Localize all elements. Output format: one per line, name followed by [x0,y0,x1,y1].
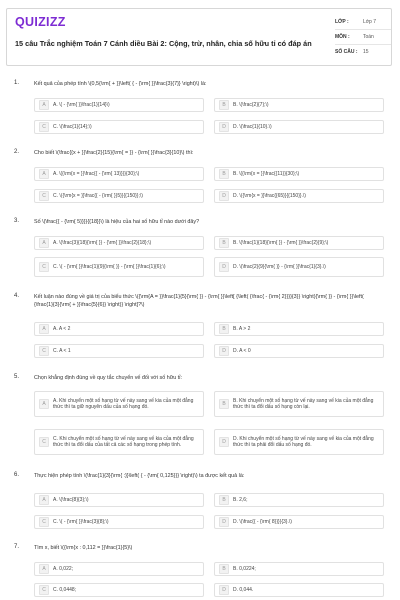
option-text: C. Khi chuyển một số hạng từ vế này sang vế kia của một đẳng thức thì ta đổi dấu của tất cả các số hạng trong phép tính. [53,435,194,448]
option-b[interactable] [214,236,384,250]
option-d[interactable] [214,120,384,134]
option-a[interactable] [34,98,204,112]
question-4 [0,293,400,361]
option-a[interactable] [34,391,204,417]
option-letter: C [39,346,49,356]
option-text: D. Khi chuyển một số hạng từ vế này sang vế kia của một đẳng thức thì ta phải đổi dấu số hạng đó. [233,435,374,448]
option-text: D. \({\rm{x = }}\frac{{65}}{{150}}.\) [233,192,306,199]
option-letter: A [39,238,49,248]
option-c[interactable] [34,429,204,455]
option-letter: D [219,437,229,447]
meta-row-question-count [335,45,391,59]
option-text: D. \(\frac{2}{9}{\rm{ }} - {\rm{ }}\frac{1}{3}.\) [233,263,326,270]
option-c[interactable] [34,257,204,277]
option-letter: C [39,122,49,132]
option-text: B. 0,0224; [233,565,256,572]
meta-label: MÔN : [335,34,350,40]
option-a[interactable] [34,493,204,507]
option-letter: B [219,564,229,574]
option-d[interactable] [214,257,384,277]
option-letter: A [39,169,49,179]
question-text: Kết quả của phép tính \(0,5{\rm{ + }}\left( { - {\rm{ }}\frac{3}{7}} \right)\) là: [34,81,207,87]
option-letter: D [219,262,229,272]
question-5 [0,374,400,464]
option-b[interactable] [214,98,384,112]
option-letter: A [39,100,49,110]
question-text: Kết luận nào đúng về giá trị của biểu thức \({\rm{A = }}\frac{1}{5}{\rm{ }} - {\rm{ }}\left[ {\left( {\frac{ - {\rm{ 2}}}}{3}} \right){\rm{ }} - {\rm{ }}\left( {\frac{1}{3}{\rm{ + }}\frac{5}{6}} \right)} \right]?\) [34,294,364,308]
option-text: D. \(\frac{{ - {\rm{ 8}}}}{3}.\) [233,518,292,525]
option-d[interactable] [214,583,384,597]
question-1 [0,80,400,140]
option-text: A. \({\rm{x = }}\frac{{ - {\rm{ 13}}}}{30};\) [53,170,140,177]
option-a[interactable] [34,167,204,181]
quizizz-logo: QUIZIZZ [15,15,66,29]
option-c[interactable] [34,344,204,358]
question-text: Số \(\frac{{ - {\rm{ 5}}}}{{18}}\) là hiệu của hai số hữu tỉ nào dưới đây? [34,219,200,225]
option-letter: C [39,585,49,595]
option-text: B. \({\rm{x = }}\frac{{11}}{30};\) [233,170,300,177]
option-text: B. \(\frac{1}{18}{\rm{ }} - {\rm{ }}\frac{2}{9};\) [233,239,329,246]
worksheet-meta [335,15,391,59]
option-a[interactable] [34,562,204,576]
option-c[interactable] [34,120,204,134]
option-text: B. A > 2 [233,325,251,332]
option-text: D. 0,044. [233,586,254,593]
option-text: C. 0,0448; [53,586,77,593]
meta-label: LỚP : [335,19,349,25]
option-text: C. \( - {\rm{ }}\frac{3}{8};\) [53,518,109,525]
question-text: Chọn khẳng định đúng về quy tắc chuyển vế đối với số hữu tỉ: [34,375,182,381]
option-letter: C [39,262,49,272]
option-text: C. A < 1 [53,347,71,354]
option-c[interactable] [34,189,204,203]
option-text: A. A < 2 [53,325,71,332]
option-text: B. \(\frac{2}{7};\) [233,101,269,108]
question-number: 7. [14,544,20,550]
option-letter: A [39,495,49,505]
meta-row-grade [335,15,391,30]
meta-label: SỐ CÂU : [335,49,358,55]
option-b[interactable] [214,562,384,576]
meta-value: Toán [363,34,374,40]
option-letter: B [219,169,229,179]
option-letter: A [39,564,49,574]
option-text: A. \(\frac{8}{3};\) [53,496,89,503]
option-b[interactable] [214,391,384,417]
option-text: C. \(\frac{1}{14};\) [53,123,92,130]
option-letter: D [219,585,229,595]
worksheet-title: 15 câu Trắc nghiệm Toán 7 Cánh diều Bài 2: Cộng, trừ, nhân, chia số hữu tỉ có đáp án [15,39,312,48]
option-b[interactable] [214,493,384,507]
option-a[interactable] [34,322,204,336]
option-text: B. 2,6; [233,496,248,503]
question-text: Tìm x, biết \({\rm{x : 0,112 = }}\frac{1}{5}\) [34,545,133,551]
question-number: 6. [14,472,20,478]
option-d[interactable] [214,429,384,455]
option-text: A. Khi chuyển một số hạng từ vế này sang vế kia của một đẳng thức thì ta giữ nguyên dấu của số hạng đó. [53,397,194,410]
option-text: C. \({\rm{x = }}\frac{{ - {\rm{ }}5}}{{150}};\) [53,192,143,199]
option-letter: D [219,346,229,356]
question-number: 2. [14,149,20,155]
option-letter: C [39,191,49,201]
question-number: 5. [14,374,20,380]
option-text: D. \(\frac{1}{10}.\) [233,123,272,130]
option-letter: D [219,122,229,132]
option-text: D. A < 0 [233,347,251,354]
question-number: 3. [14,218,20,224]
option-b[interactable] [214,167,384,181]
meta-value: 15 [363,49,369,55]
meta-row-subject [335,30,391,45]
worksheet-header [6,8,392,66]
option-letter: C [39,517,49,527]
option-text: C. \( - {\rm{ }}\frac{1}{9}{\rm{ }} - {\rm{ }}\frac{1}{6};\) [53,263,166,270]
question-number: 1. [14,80,20,86]
meta-value: Lớp 7 [363,19,377,25]
question-text: Cho biết \(\frac{{x + }}\frac{2}{15}{\rm{ = }} - {\rm{ }}\frac{3}{10}\) thì: [34,150,194,156]
option-d[interactable] [214,515,384,529]
option-a[interactable] [34,236,204,250]
option-d[interactable] [214,344,384,358]
option-letter: D [219,191,229,201]
option-letter: B [219,100,229,110]
option-text: A. \( - {\rm{ }}\frac{1}{14}\) [53,101,110,108]
question-6 [0,472,400,532]
option-c[interactable] [34,515,204,529]
option-letter: D [219,517,229,527]
option-d[interactable] [214,189,384,203]
question-3 [0,218,400,284]
option-text: A. \(\frac{3}{18}{\rm{ }} - {\rm{ }}\frac{2}{18};\) [53,239,152,246]
option-letter: B [219,324,229,334]
option-letter: A [39,324,49,334]
option-b[interactable] [214,322,384,336]
option-c[interactable] [34,583,204,597]
option-letter: A [39,399,49,409]
option-text: A. 0,022; [53,565,74,572]
option-letter: B [219,495,229,505]
question-2 [0,149,400,209]
question-7 [0,544,400,600]
question-number: 4. [14,293,20,299]
option-text: B. Khi chuyển một số hạng từ vế này sang vế kia của một đẳng thức thì ta đổi dấu số hạng còn lại. [233,397,374,410]
question-text: Thực hiện phép tính \(\frac{1}{3}{\rm{ :}}\left( { - {\rm{ 0,125}}} \right)\) ta được kết quả là: [34,473,245,479]
option-letter: C [39,437,49,447]
option-letter: B [219,399,229,409]
option-letter: B [219,238,229,248]
